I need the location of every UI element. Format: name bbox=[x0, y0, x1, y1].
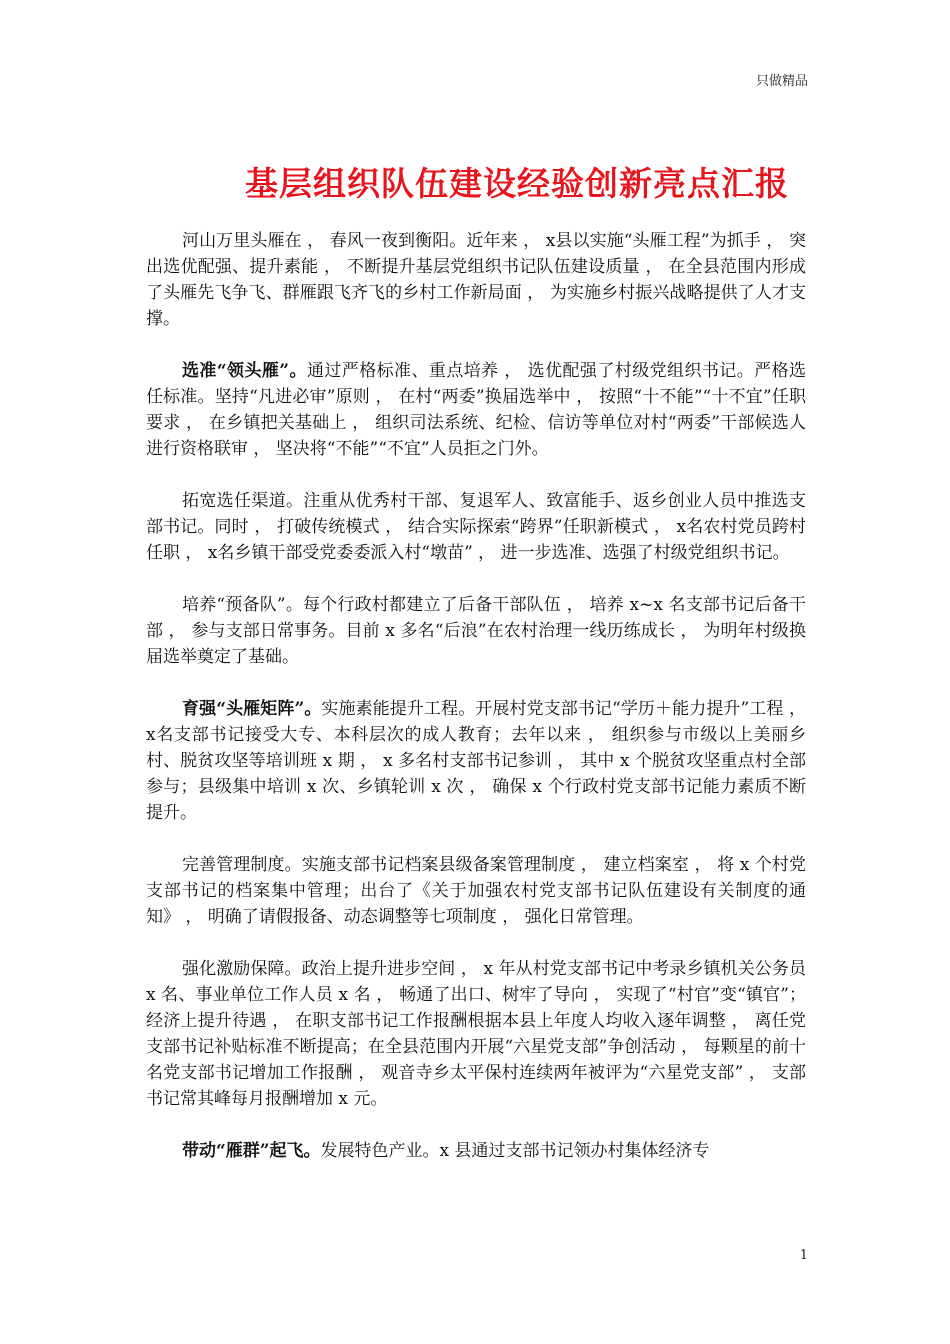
page-number: 1 bbox=[799, 1248, 808, 1263]
paragraph bbox=[146, 592, 806, 670]
paragraph-text: 实施素能提升工程。开展村党支部书记“学历＋能力提升”工程 ， x名支部书记接受大专、本科层次的成人教育；去年以来 ， 组织参与市级以上美丽乡村、脱贫攻坚等培训班 x 期 ， x 多名村支部书记参训 ， 其中 x 个脱贫攻坚重点村全部参与；县级集中培训 x 次、乡镇轮训 x 次 ， 确保 x 个行政村党支部书记能力素质不断提升。 bbox=[146, 699, 806, 823]
paragraph bbox=[146, 1138, 806, 1164]
paragraph-lead: 带动“雁群”起飞。 bbox=[182, 1141, 321, 1161]
paragraph-lead: 育强“头雁矩阵”。 bbox=[182, 699, 322, 719]
paragraph-text: 强化激励保障。政治上提升进步空间 ， x 年从村党支部书记中考录乡镇机关公务员 x 名、事业单位工作人员 x 名 ， 畅通了出口、树牢了导向 ， 实现了“村官”变“镇官”；经济上提升待遇 ， 在职支部书记工作报酬根据本县上年度人均收入逐年调整 ， 离任党支部书记补贴标准不断提高；在全县范围内开展“六星党支部”争创活动 ， 每颗星的前十名党支部书记增加工作报酬 ， 观音寺乡太平保村连续两年被评为“六星党支部” ， 支部书记常其峰每月报酬增加 x 元。 bbox=[146, 959, 806, 1109]
paragraph-text: 通过严格标准、重点培养 ， 选优配强了村级党组织书记。严格选任标准。坚持“凡进必审”原则 ， 在村“两委”换届选举中 ， 按照“十不能”“十不宜”任职要求 ， 在乡镇把关基础上 ， 组织司法系统、纪检、信访等单位对村“两委”干部候选人进行资格联审 ， 坚决将“不能”“不宜”人员拒之门外。 bbox=[146, 361, 806, 459]
paragraph-lead: 选准“领头雁”。 bbox=[182, 361, 307, 381]
header-note: 只做精品 bbox=[755, 74, 808, 89]
paragraph-text: 河山万里头雁在 ， 春风一夜到衡阳。近年来 ， x县以实施“头雁工程”为抓手 ， 突出选优配强、提升素能 ， 不断提升基层党组织书记队伍建设质量 ， 在全县范围内形成了头雁先飞争飞、群雁跟飞齐飞的乡村工作新局面 ， 为实施乡村振兴战略提供了人才支撑。 bbox=[146, 231, 806, 329]
paragraph bbox=[146, 488, 806, 566]
paragraph-text: 培养“预备队”。每个行政村都建立了后备干部队伍 ， 培养 x~x 名支部书记后备干部 ， 参与支部日常事务。目前 x 多名“后浪”在农村治理一线历练成长 ， 为明年村级换届选举奠定了基础。 bbox=[146, 595, 806, 667]
paragraph-text: 拓宽选任渠道。注重从优秀村干部、复退军人、致富能手、返乡创业人员中推选支部书记。同时 ， 打破传统模式 ， 结合实际探索“跨界”任职新模式 ， x名农村党员跨村任职 ， x名乡镇干部受党委委派入村“墩苗” ， 进一步选准、选强了村级党组织书记。 bbox=[146, 491, 806, 563]
paragraph bbox=[146, 228, 806, 332]
paragraph-text: 发展特色产业。x 县通过支部书记领办村集体经济专 bbox=[320, 1141, 710, 1161]
paragraph bbox=[146, 358, 806, 462]
paragraph bbox=[146, 696, 806, 826]
paragraph bbox=[146, 852, 806, 930]
paragraph bbox=[146, 956, 806, 1112]
paragraph-text: 完善管理制度。实施支部书记档案县级备案管理制度 ， 建立档案室 ， 将 x 个村党支部书记的档案集中管理；出台了《关于加强农村党支部书记队伍建设有关制度的通知》 ， 明确了请假报备、动态调整等七项制度 ， 强化日常管理。 bbox=[146, 855, 806, 927]
document-body bbox=[146, 228, 806, 1190]
document-title: 基层组织队伍建设经验创新亮点汇报 bbox=[245, 164, 789, 203]
